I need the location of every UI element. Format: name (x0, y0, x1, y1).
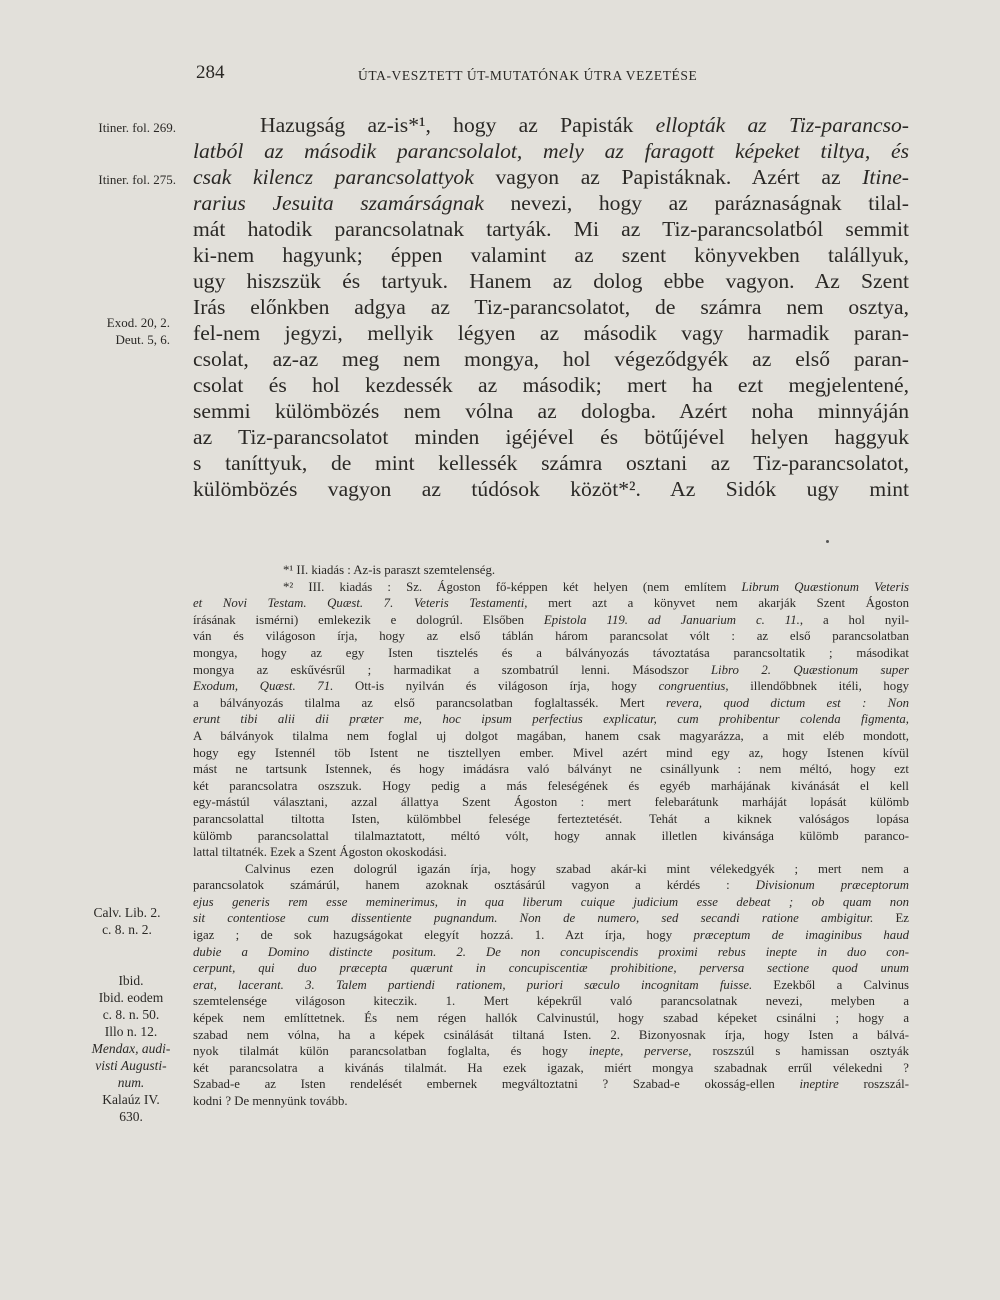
footnote-margin-note: Illo n. 12. (104, 1024, 158, 1039)
main-text-line: Hazugság az-is*¹, hogy az Papisták ellopták az Tiz-parancso- (260, 113, 909, 137)
page-header (0, 62, 1000, 92)
margin-note-itiner-269: Itiner. fol. 269. (98, 120, 176, 135)
footnote-line: erat, lacerant. 3. Talem partiendi rationem, puriori sæculo incognitam fuisse. Ezekből a Calvinus (193, 977, 909, 992)
footnote-line: A bálványok tilalma nem foglal uj dolgot magában, hanem csak magyarázza, a mit eléb mondott, (193, 728, 909, 743)
main-text-line: semmi külömbözés nem vólna az dologba. Azért noha minnyáján (193, 399, 909, 423)
footnote-margin-note: c. 8. n. 2. (102, 922, 152, 937)
footnote-line: parancsolattal tiltotta Isten, külömbbel felesége ferteztetését. Tehát a kiknek valóságos lopása (193, 811, 909, 826)
footnote-margin-note: c. 8. n. 50. (102, 1007, 160, 1022)
footnotes (193, 562, 909, 1110)
footnote-line: Szabad-e az Isten rendelését embernek megváltoztatni ? Szabad-e okosság-ellen ineptire roszszál- (193, 1077, 909, 1092)
main-text-line: csolat, az-az meg nem mongya, hol végeződgyék az első paran- (193, 347, 909, 371)
footnote-line: a bálványozás tilalma az első parancsolatban foglaltassék. Mert revera, quod dictum est : Non (193, 695, 909, 710)
footnote-line: *¹ II. kiadás : Az-is paraszt szemtelenség. (283, 563, 496, 577)
footnote-line: szabad nem vólna, ha a képek csinálását tiltaná Isten. 2. Bizonyosnak írja, hogy Isten a bálvá- (193, 1027, 909, 1042)
footnote-line: Exodum, Quæst. 71. Ott-is nyilván és világoson írja, hogy congruentius, illendőbbnek itéli, hogy (193, 679, 910, 694)
footnote-line: dubie a Domino distincte positum. 2. De non concupiscendis proximi rebus inepte in duo con- (193, 944, 909, 959)
footnote-margin-note: Calv. Lib. 2. (93, 905, 161, 920)
main-text-line: rarius Jesuita szamárságnak nevezi, hogy az paráznaságnak tilal- (193, 191, 909, 215)
main-text-line: fel-nem jegyzi, mellyik légyen az második vagy harmadik paran- (193, 321, 909, 345)
main-text-line: mát hatodik parancsolatnak tartyák. Mi az Tiz-parancsolatból semmit (193, 217, 909, 241)
footnote-line: erunt tibi alii dii præter me, hoc ipsum perfectius explicatur, cum prohibentur colenda figmenta, (193, 712, 909, 727)
footnote-line: képek nem említtetnek. És nem régen hallók Calvinustúl, hogy szabad képeket csinálni ; hogy a (193, 1011, 909, 1026)
main-text-line: s taníttyuk, de mint kellessék számra osztani az Tiz-parancsolatot, (193, 451, 909, 475)
footnote-line: két parancsolatra oszszuk. Hogy pedig a más feleségének és egyéb marhájának kivánását el kell (193, 778, 909, 793)
footnote-margin-note: num. (117, 1075, 145, 1090)
main-text-line: csak kilencz parancsolattyok vagyon az Papistáknak. Azért az Itine- (193, 165, 909, 189)
main-text-line: ki-nem hagyunk; éppen valamint az szent könyvekben talállyuk, (193, 243, 909, 267)
footnote-margin-note: 630. (119, 1109, 143, 1124)
footnote-line: egy-mástúl választani, azzal állattya Szent Ágoston : mert felebarátunk marháját lopását külömb (193, 795, 909, 810)
footnote-line: parancsolatok számárúl, hanem azoknak osztásárúl vagyon a kérdés : Divisionum præceptorum (193, 878, 909, 893)
footnote-line: ejus generis rem esse meminerimus, in qua liberum cuique judicium esse debeat ; ob quam non (193, 894, 909, 909)
footnote-line: et Novi Testam. Quæst. 7. Veteris Testamenti, mert azt a könyvet nem akarják Szent Ágoston (193, 596, 909, 611)
footnote-line: hogy egy Istennél töb Istent ne tisztellyen ember. Mivel azért mind egy az, hogy Istenen kívül (193, 745, 909, 760)
footnote-line: kodni ? De mennyünk tovább. (193, 1094, 348, 1108)
margin-note-deut: Deut. 5, 6. (115, 332, 170, 347)
footnote-line: *² III. kiadás : Sz. Ágoston fő-képpen két helyen (nem említem Librum Quæstionum Veteris (283, 579, 909, 594)
main-text-line: az Tiz-parancsolatot minden igéjével és bötűjével helyen haggyuk (193, 425, 909, 449)
footnote-line: lattal tiltatnék. Ezek a Szent Ágoston okoskodási. (193, 845, 447, 860)
footnote-line: mongya, hogy az egy Isten tisztelés és a bálványozás távoztatása parancsoltatik ; másodikat (193, 645, 909, 660)
footnote-line: igaz ; de sok hazugságokat elegyít hozzá. 1. Azt írja, hogy præceptum de imaginibus haud (193, 928, 909, 943)
footnote-line: mást ne tartsunk Istennek, és hogy imádásra való bálványt ne csinállyunk : nem méltó, hogy ezt (193, 762, 909, 777)
main-text-body (193, 112, 909, 502)
main-text-line: külömbözés vagyon az túdósok közöt*². Az Sidók ugy mint (193, 477, 909, 501)
footnote-line: nyok tilalmát külön parancsolatban foglalta, és hogy inepte, perverse, roszszúl s hamissan osztyák (193, 1044, 909, 1059)
footnote-divider-mark (826, 540, 829, 543)
footnote-margin-note: Ibid. (118, 973, 144, 988)
margin-note-exod: Exod. 20, 2. (106, 315, 170, 330)
footnote-line: ván és világoson írja, hogy az első táblán három parancsolat vólt : az első parancsolatban (193, 629, 909, 644)
footnote-line: szemtelensége világoson kiteczik. 1. Mert képekrűl való parancsolatnak nevezi, melyben a (193, 994, 909, 1009)
footnote-line: írásának ismérni) emlekezik e dologrúl. Elsőben Epistola 119. ad Januarium c. 11., a hol nyil- (193, 612, 910, 627)
margin-note-itiner-275: Itiner. fol. 275. (98, 172, 176, 187)
footnote-line: mongya az eskűvésrűl ; harmadikat a szombatrúl lenni. Másodszor Libro 2. Quæstionum super (193, 662, 909, 677)
footnote-line: külömb parancsolattal tilalmaztatott, méltó vólt, hogy annak illetlen kivánsága külömb paranco- (193, 828, 909, 843)
main-text-line: ugy hiszszük és tartyuk. Hanem az dolog ebbe vagyon. Az Szent (193, 269, 909, 293)
page-number: 284 (196, 62, 225, 83)
footnote-margin-note: visti Augusti- (95, 1058, 167, 1073)
running-title: ÚTA-VESZTETT ÚT-MUTATÓNAK ÚTRA VEZETÉSE (358, 68, 698, 83)
main-text-line: csolat és hol kezdessék az második; mert ha ezt megjelentené, (193, 373, 909, 397)
footnote-line: Calvinus ezen dologrúl igazán írja, hogy szabad akár-ki mint vélekedgyék ; mert nem a (245, 861, 909, 876)
main-text-line: latból az második parancsolalot, mely az faragott képeket tiltya, és (193, 139, 909, 163)
footnote-line: sit contentiose cum dissentiente pugnandum. Non de numero, sed secandi ratione ambigitur. Ez (193, 911, 909, 926)
footnote-margin-note: Ibid. eodem (98, 990, 164, 1005)
footnote-margin-note: Mendax, audi- (91, 1041, 171, 1056)
footnote-line: két parancsolatra a kivánás tilalmát. Ha ezek igazak, miért mongya szabadnak errűl vélekedni ? (193, 1060, 909, 1075)
footnote-margin-note: Kalaúz IV. (102, 1092, 160, 1107)
footnote-line: cerpunt, qui duo præcepta quærunt in concupiscentiæ prohibitione, perversa sectione quod unum (193, 961, 909, 976)
main-text-line: Irás előnkben adgya az Tiz-parancsolatot, de számra nem osztya, (193, 295, 909, 319)
